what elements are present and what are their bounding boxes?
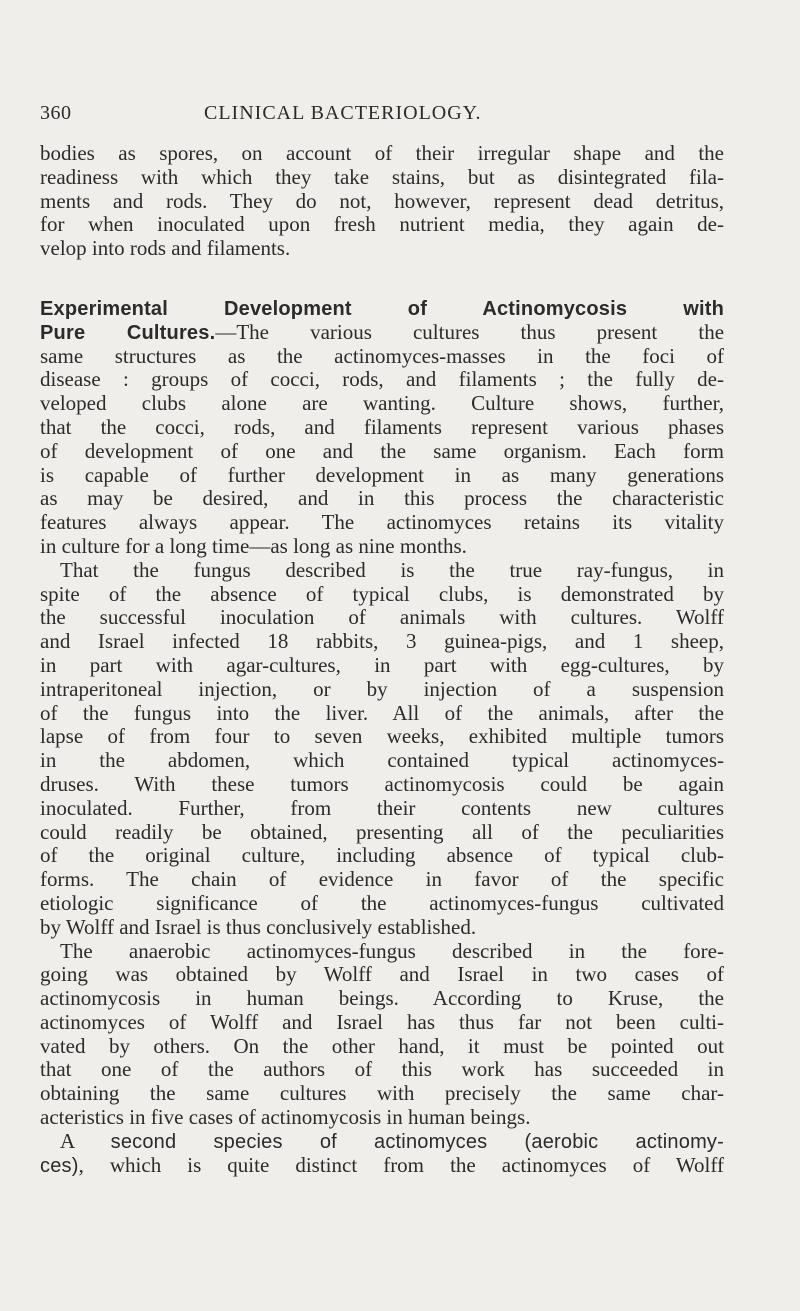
text-line: same structures as the actinomyces-masses in the foci of [40,343,724,368]
text-line: bodies as spores, on account of their irregular shape and the [40,141,724,165]
text-line: readiness with which they take stains, but as disintegrated fila- [40,164,724,189]
text-line: actinomycosis in human beings. According to Kruse, the [40,986,724,1011]
paragraph-3 [40,559,724,940]
text-line [40,321,724,345]
text-line: etiologic significance of the actinomyces-fungus cultivated [40,890,724,915]
text-run: , which is quite distinct from the actinomyces of Wolff [78,1152,724,1177]
text-line: in culture for a long time—as long as nine months. [40,533,467,558]
emphasized-term-end: ces) [40,1154,79,1177]
text-run: —The various cultures thus present the [215,319,725,344]
text-line: that the cocci, rods, and filaments represent various phases [40,414,724,439]
text-line: disease : groups of cocci, rods, and filaments ; the fully de- [40,367,724,392]
text-line: features always appear. The actinomyces retains its vitality [40,510,724,535]
text-line: druses. With these tumors actinomycosis could be again [40,771,724,796]
paragraph-1 [40,142,724,261]
text-line: forms. The chain of evidence in favor of the specific [40,867,724,892]
paragraph-5 [40,1130,724,1178]
text-line: of the original culture, including absence of typical club- [40,843,724,868]
section-heading: Experimental Development of Actinomycosis with [40,297,724,320]
text-line [40,1154,724,1178]
text-line: in the abdomen, which contained typical actinomyces- [40,748,724,773]
text-line: veloped clubs alone are wanting. Culture shows, further, [40,391,724,416]
text-run: A [60,1128,111,1153]
paragraph-gap [40,261,724,297]
text-line: by Wolff and Israel is thus conclusively established. [40,914,477,939]
text-line: the successful inoculation of animals with cultures. Wolff [40,605,724,630]
paragraph-2 [40,297,724,559]
text-line: velop into rods and filaments. [40,236,291,261]
text-line [40,1130,724,1154]
running-head [0,102,800,132]
text-line: actinomyces of Wolff and Israel has thus far not been culti- [40,1009,724,1034]
text-line: The anaerobic actinomyces-fungus described in the fore- [60,938,724,963]
section-heading-end: Pure Cultures. [40,321,216,344]
emphasized-term: second species of actinomyces (aerobic actinomy- [110,1130,724,1153]
text-line: going was obtained by Wolff and Israel in two cases of [40,962,724,987]
text-line: spite of the absence of typical clubs, is demonstrated by [40,581,724,606]
text-line: inoculated. Further, from their contents new cultures [40,795,724,820]
text-line: vated by others. On the other hand, it must be pointed out [40,1033,724,1058]
paragraph-4 [40,940,724,1130]
page-number: 360 [40,102,72,124]
text-line: of development of one and the same organism. Each form [40,438,724,463]
text-line: ments and rods. They do not, however, represent dead detritus, [40,188,724,213]
running-title: CLINICAL BACTERIOLOGY. [204,102,482,124]
text-line: of the fungus into the liver. All of the animals, after the [40,700,724,725]
text-line: acteristics in five cases of actinomycosis in human beings. [40,1105,531,1130]
text-line: could readily be obtained, presenting all of the peculiarities [40,819,724,844]
text-line: That the fungus described is the true ray-fungus, in [60,557,724,582]
text-line: obtaining the same cultures with precisely the same char- [40,1081,724,1106]
text-line: is capable of further development in as many generations [40,462,724,487]
text-line: that one of the authors of this work has succeeded in [40,1057,724,1082]
text-line: for when inoculated upon fresh nutrient media, they again de- [40,212,724,237]
text-line: in part with agar-cultures, in part with egg-cultures, by [40,652,724,677]
text-line: as may be desired, and in this process the characteristic [40,486,724,511]
section-heading-line [40,297,724,321]
body-text [40,142,724,1177]
text-line: lapse of from four to seven weeks, exhibited multiple tumors [40,724,724,749]
text-line: intraperitoneal injection, or by injection of a suspension [40,676,724,701]
text-line: and Israel infected 18 rabbits, 3 guinea-pigs, and 1 sheep, [40,629,724,654]
